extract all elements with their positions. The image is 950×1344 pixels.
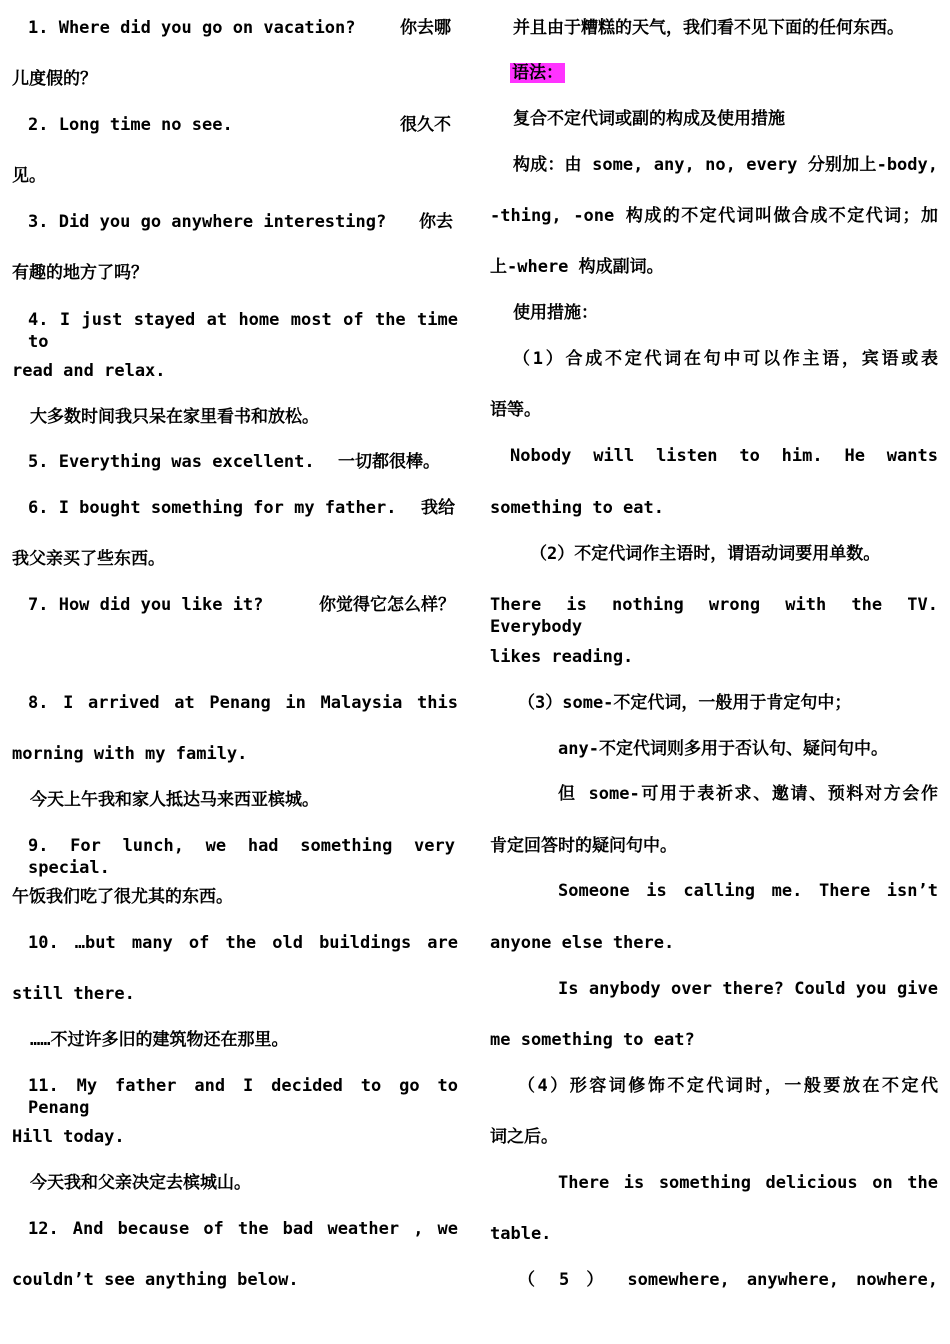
sentence-cn: 一切都很棒。 (338, 452, 440, 472)
sentence-12: 12. And because of the bad weather , we (28, 1219, 458, 1239)
sentence-cn: 你觉得它怎么样？ (319, 595, 455, 615)
sentence-11: 11. My father and I decided to go to Penang (28, 1076, 458, 1118)
sentence-1-cn-cont (12, 68, 97, 90)
sentence-2 (28, 114, 451, 136)
sentence-8: 8. I arrived at Penang in Malaysia this (28, 693, 458, 713)
sentence-2-cn-cont (12, 165, 46, 187)
sentence-8-cn: 今天上午我和家人抵达马来西亚槟城。 (30, 790, 319, 810)
usage-heading: 使用措施： (513, 303, 598, 323)
grammar-highlight: 语法： (512, 63, 563, 83)
sentence-cn: 儿度假的？ (12, 69, 97, 89)
example-4-cont: me something to eat? (490, 1030, 695, 1050)
example-2: There is nothing wrong with the TV. Everybody (490, 595, 938, 637)
sentence-en: 1. Where did you go on vacation? (28, 18, 356, 38)
rule-3-but: 但 some-可用于表祈求、邀请、预料对方会作 (558, 784, 938, 804)
grammar-heading (510, 62, 565, 84)
rule-1-cont: 语等。 (490, 400, 541, 420)
rule-3: （3）some-不定代词，一般用于肯定句中； (518, 693, 852, 713)
example-5-cont: table. (490, 1224, 552, 1244)
rule-4: （4）形容词修饰不定代词时，一般要放在不定代 (518, 1076, 938, 1096)
sentence-8-cont: morning with my family. (12, 744, 248, 764)
sentence-11-cont: Hill today. (12, 1127, 125, 1147)
sentence-9-cn: 午饭我们吃了很尤其的东西。 (12, 887, 233, 907)
sentence-7 (28, 594, 455, 616)
sentence-11-cn: 今天我和父亲决定去槟城山。 (30, 1173, 251, 1193)
rule-3-any: any-不定代词则多用于否认句、疑问句中。 (558, 739, 888, 759)
sentence-cn: 你去哪 (400, 18, 451, 38)
sentence-en: 6. I bought something for my father. (28, 498, 397, 518)
sentence-en: 2. Long time no see. (28, 115, 233, 135)
sentence-cn: 见。 (12, 166, 46, 186)
sentence-3-cn-cont (12, 262, 148, 284)
example-5: There is something delicious on the (558, 1173, 938, 1193)
sentence-1 (28, 17, 451, 39)
grammar-topic: 复合不定代词或副的构成及使用措施 (513, 109, 785, 129)
sentence-4-cont: read and relax. (12, 361, 166, 381)
example-1-cont: something to eat. (490, 498, 664, 518)
example-3-cont: anyone else there. (490, 933, 675, 953)
formation-line-2: -thing, -one 构成的不定代词叫做合成不定代词；加 (490, 206, 938, 226)
example-1: Nobody will listen to him. He wants (510, 446, 938, 466)
example-4: Is anybody over there? Could you give (558, 979, 938, 999)
rule-2: （2）不定代词作主语时，谓语动词要用单数。 (530, 544, 881, 564)
sentence-6-cn-cont: 我父亲买了些东西。 (12, 549, 165, 569)
sentence-cn: 有趣的地方了吗？ (12, 263, 148, 283)
sentence-6 (28, 497, 455, 519)
rule-3-but-cont: 肯定回答时的疑问句中。 (490, 836, 677, 856)
sentence-4-cn: 大多数时间我只呆在家里看书和放松。 (30, 407, 319, 427)
sentence-12-cn: 并且由于糟糕的天气，我们看不见下面的任何东西。 (513, 18, 904, 38)
sentence-4: 4. I just stayed at home most of the time to (28, 310, 458, 352)
example-3: Someone is calling me. There isn’t (558, 881, 938, 901)
sentence-cn: 很久不 (400, 115, 451, 135)
sentence-12-cont: couldn’t see anything below. (12, 1270, 299, 1290)
sentence-cn: 你去 (419, 212, 453, 232)
sentence-cn: 我给 (421, 498, 455, 518)
sentence-en: 5. Everything was excellent. (28, 452, 315, 472)
rule-5: （ 5 ） somewhere, anywhere, nowhere, (518, 1270, 938, 1290)
formation-line-1: 构成：由 some, any, no, every 分别加上-body, (513, 155, 938, 175)
formation-line-3: 上-where 构成副词。 (490, 257, 664, 277)
rule-4-cont: 词之后。 (490, 1127, 558, 1147)
sentence-en: 3. Did you go anywhere interesting? (28, 212, 387, 232)
sentence-10-cn: ……不过许多旧的建筑物还在那里。 (30, 1030, 289, 1050)
sentence-5 (28, 451, 440, 473)
sentence-en: 7. How did you like it? (28, 595, 264, 615)
sentence-3 (28, 211, 453, 233)
example-2-cont: likes reading. (490, 647, 634, 667)
sentence-9: 9. For lunch, we had something very special. (28, 836, 455, 878)
rule-1: （1）合成不定代词在句中可以作主语，宾语或表 (513, 349, 938, 369)
sentence-10: 10. …but many of the old buildings are (28, 933, 458, 953)
sentence-10-cont: still there. (12, 984, 135, 1004)
